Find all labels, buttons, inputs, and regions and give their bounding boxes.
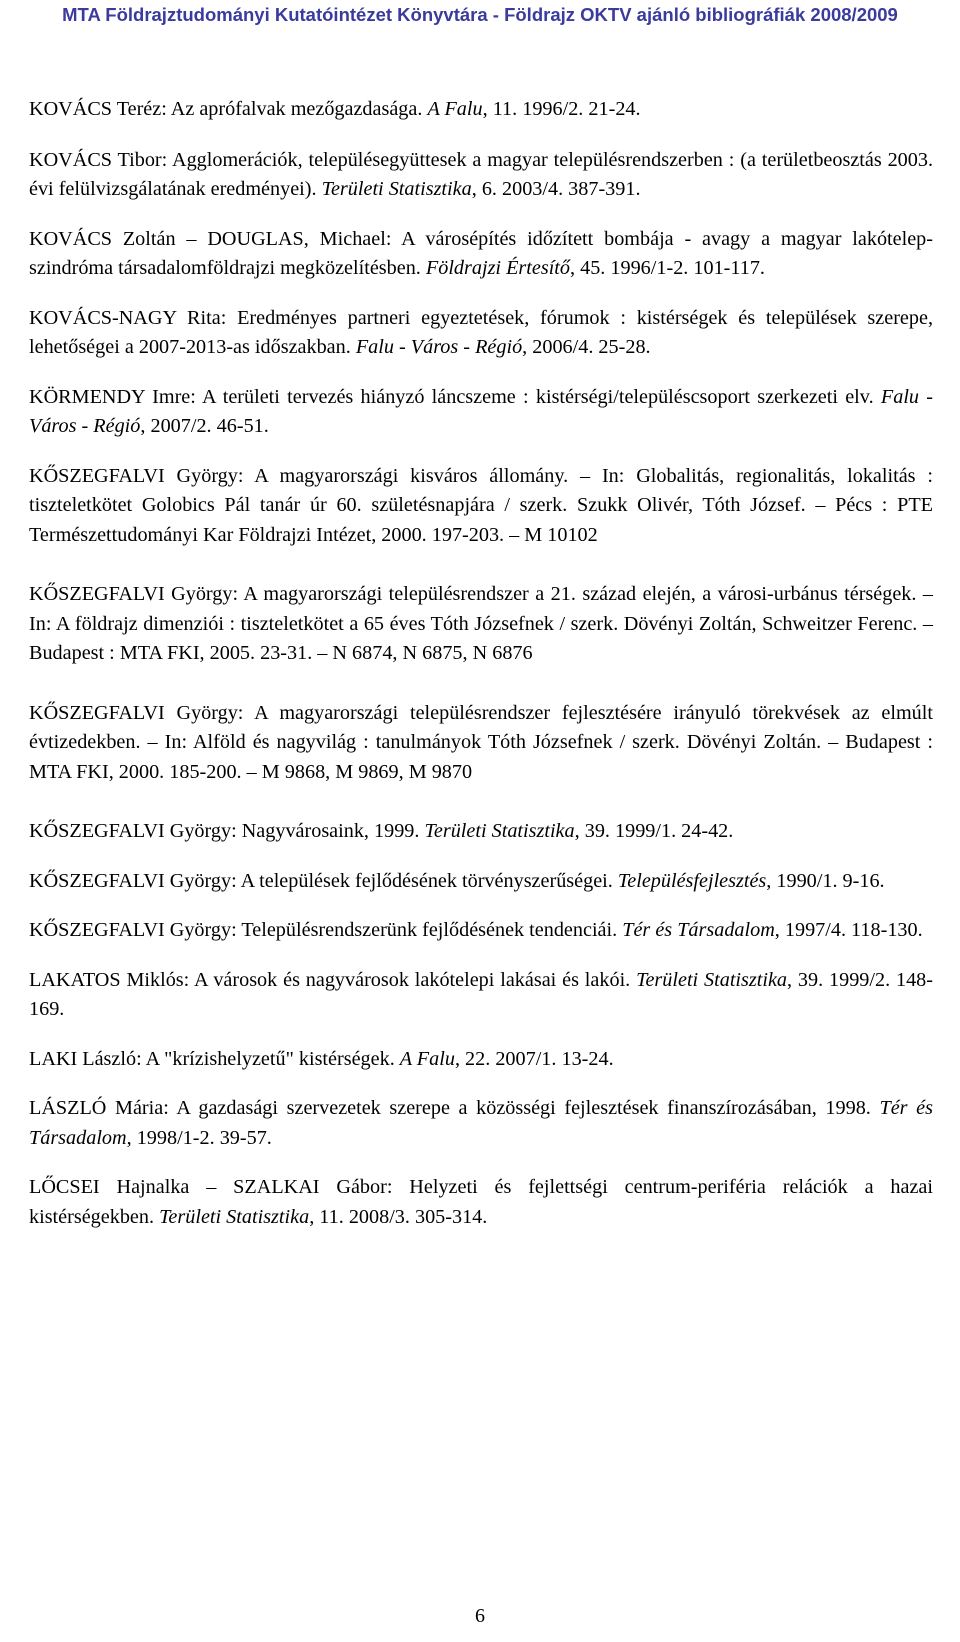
page-number: 6 bbox=[475, 1605, 485, 1627]
bibliography-entry: LAKI László: A "krízishelyzetű" kistérségek. A Falu, 22. 2007/1. 13-24. bbox=[29, 1047, 614, 1070]
bibliography-entry: KŐSZEGFALVI György: A települések fejlődésének törvényszerűségei. Településfejlesztés, 1990/1. 9-16. bbox=[29, 869, 885, 892]
bibliography-entry: KŐSZEGFALVI György: Településrendszerünk fejlődésének tendenciái. Tér és Társadalom, 1997/4. 118-130. bbox=[29, 919, 923, 941]
bibliography-entry: KÖRMENDY Imre: A területi tervezés hiányzó láncszeme : kistérségi/településcsoport szerkezeti elv. Falu - Város - Régió, 2007/2. 46-51. bbox=[29, 385, 933, 437]
bibliography-entry: KŐSZEGFALVI György: A magyarországi településrendszer a 21. század elején, a városi-urbánus térségek. – In: A földrajz dimenziói : tiszteletkötet a 65 éves Tóth Józsefnek / szerk. Dövényi Zoltán, Schweitzer Ferenc. – Budapest : MTA FKI, 2005. 23-31. – N 6874, N 6875, N 6876 bbox=[29, 583, 933, 664]
bibliography-entry: KŐSZEGFALVI György: Nagyvárosaink, 1999. Területi Statisztika, 39. 1999/1. 24-42. bbox=[29, 820, 734, 842]
bibliography-entry: LÁSZLÓ Mária: A gazdasági szervezetek szerepe a közösségi fejlesztések finanszírozásában, 1998. Tér és Társadalom, 1998/1-2. 39-57. bbox=[29, 1097, 933, 1149]
bibliography-entry: KŐSZEGFALVI György: A magyarországi településrendszer fejlesztésére irányuló törekvések az elmúlt évtizedekben. – In: Alföld és nagyvilág : tanulmányok Tóth Józsefnek / szerk. Dövényi Zoltán. – Budapest : MTA FKI, 2000. 185-200. – M 9868, M 9869, M 9870 bbox=[29, 701, 933, 783]
bibliography-list bbox=[29, 95, 933, 1252]
bibliography-entry: KOVÁCS Teréz: Az aprófalvak mezőgazdasága. A Falu, 11. 1996/2. 21-24. bbox=[29, 98, 641, 120]
bibliography-entry: KOVÁCS-NAGY Rita: Eredményes partneri egyeztetések, fórumok : kistérségek és települések szerepe, lehetőségei a 2007-2013-as időszakban. Falu - Város - Régió, 2006/4. 25-28. bbox=[29, 306, 933, 358]
bibliography-entry: KOVÁCS Zoltán – DOUGLAS, Michael: A városépítés időzített bombája - avagy a magyar lakótelep-szindróma társadalomföldrajzi megközelítésben. Földrajzi Értesítő, 45. 1996/1-2. 101-117. bbox=[29, 227, 933, 279]
bibliography-entry: LAKATOS Miklós: A városok és nagyvárosok lakótelepi lakásai és lakói. Területi Statisztika, 39. 1999/2. 148-169. bbox=[29, 968, 933, 1020]
bibliography-entry: KOVÁCS Tibor: Agglomerációk, településegyüttesek a magyar településrendszerben : (a területbeosztás 2003. évi felülvizsgálatának eredményei). Területi Statisztika, 6. 2003/4. 387-391. bbox=[29, 148, 933, 200]
bibliography-entry: KŐSZEGFALVI György: A magyarországi kisváros állomány. – In: Globalitás, regionalitás, lokalitás : tiszteletkötet Golobics Pál tanár úr 60. születésnapjára / szerk. Szukk Olivér, Tóth József. – Pécs : PTE Természettudományi Kar Földrajzi Intézet, 2000. 197-203. – M 10102 bbox=[29, 464, 933, 546]
page-header: MTA Földrajztudományi Kutatóintézet Könyvtára - Földrajz OKTV ajánló bibliográfiák 2008/2009 bbox=[62, 4, 898, 25]
bibliography-entry: LŐCSEI Hajnalka – SZALKAI Gábor: Helyzeti és fejlettségi centrum-periféria relációk a hazai kistérségekben. Területi Statisztika, 11. 2008/3. 305-314. bbox=[29, 1176, 933, 1228]
